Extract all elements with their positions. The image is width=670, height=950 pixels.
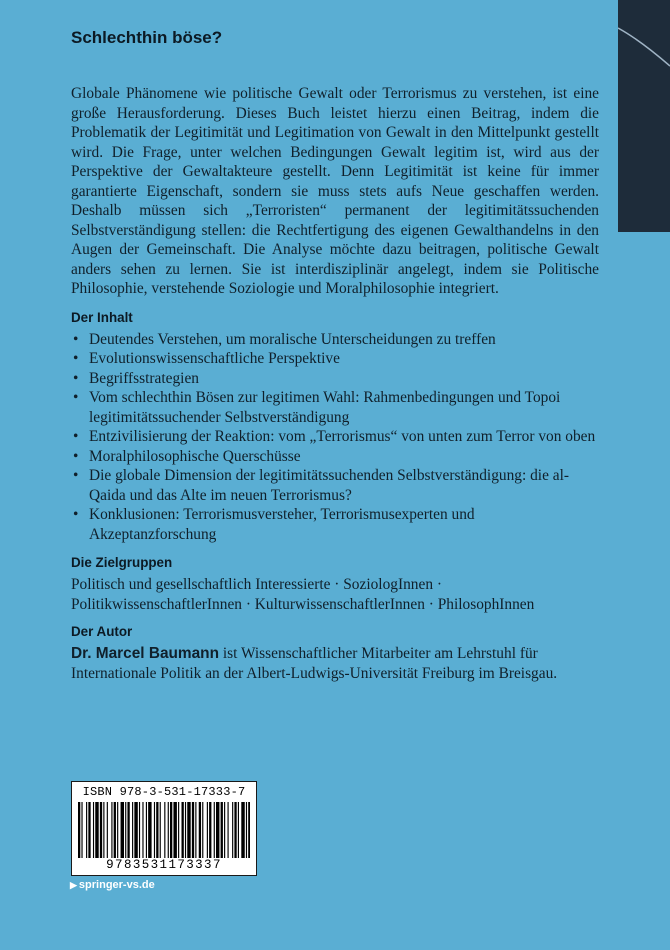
back-cover-content: [71, 84, 599, 692]
publisher-link[interactable]: [70, 879, 155, 891]
author-paragraph: [71, 644, 599, 683]
barcode-icon: [78, 802, 250, 858]
contents-heading: Der Inhalt: [71, 309, 133, 325]
contents-item: • Begriffsstrategien: [71, 369, 599, 389]
isbn-label: ISBN 978-3-531-17333-7: [82, 785, 246, 799]
author-bio: ist Wissenschaftlicher Mitarbeiter am Lehrstuhl für Internationale Politik an der Albert-Ludwigs-Universität Freiburg im Breisgau.: [71, 645, 558, 682]
blurb-paragraph: Globale Phänomene wie politische Gewalt oder Terrorismus zu verstehen, ist eine große Herausforderung. Dieses Buch leistet hierzu einen Beitrag, indem die Problematik der Legitimität und Legitimation von Gewalt in den Mittelpunkt gestellt wird. Die Frage, unter welchen Bedingungen Gewalt legitim ist, wird aus der Perspektive der Gewaltakteure gestellt. Denn Legitimität ist keine für immer garantierte Eigenschaft, sondern sie muss stets aufs Neue geschaffen werden. Deshalb müssen sich „Terroristen“ permanent der legitimitätssuchenden Selbstverständigung stellen: die Rechtfertigung des eigenen Gewalthandelns in den Augen der Gemeinschaft. Die Analyse möchte dazu beitragen, politische Gewalt anders sehen zu lernen. Sie ist interdisziplinär angelegt, indem sie Politische Philosophie, verstehende Soziologie und Moralphilosophie integriert.: [71, 85, 599, 297]
corner-swoosh-icon: [618, 0, 670, 232]
corner-decoration: [618, 0, 670, 232]
book-title: Schlechthin böse?: [71, 28, 223, 47]
contents-item: • Entzivilisierung der Reaktion: vom „Terrorismus“ von unten zum Terror von oben: [71, 427, 599, 447]
contents-item: • Konklusionen: Terrorismusversteher, Terrorismusexperten und Akzeptanzforschung: [71, 505, 599, 544]
contents-item: • Evolutionswissenschaftliche Perspektive: [71, 349, 599, 369]
arrow-right-icon: ▶: [70, 880, 77, 890]
isbn-barcode: [71, 781, 257, 876]
publisher-url: springer-vs.de: [78, 879, 155, 891]
contents-item: • Vom schlechthin Bösen zur legitimen Wahl: Rahmenbedingungen und Topoi legitimitätssuchender Selbstverständigung: [71, 388, 599, 427]
author-heading: Der Autor: [71, 624, 133, 639]
contents-item: • Die globale Dimension der legitimitätssuchenden Selbstverständigung: die al-Qaida und das Alte im neuen Terrorismus?: [71, 466, 599, 505]
contents-item: • Moralphilosophische Querschüsse: [71, 447, 599, 467]
audience-heading: Die Zielgruppen: [71, 555, 173, 570]
author-name: Dr. Marcel Baumann: [71, 645, 219, 662]
barcode-digits: 9783531173337: [106, 858, 222, 872]
contents-list: [71, 330, 599, 545]
audience-text: Politisch und gesellschaftlich Interessierte · SoziologInnen · PolitikwissenschaftlerInnen · KulturwissenschaftlerInnen · PhilosophInnen: [71, 576, 535, 613]
contents-item: • Deutendes Verstehen, um moralische Unterscheidungen zu treffen: [71, 330, 599, 350]
